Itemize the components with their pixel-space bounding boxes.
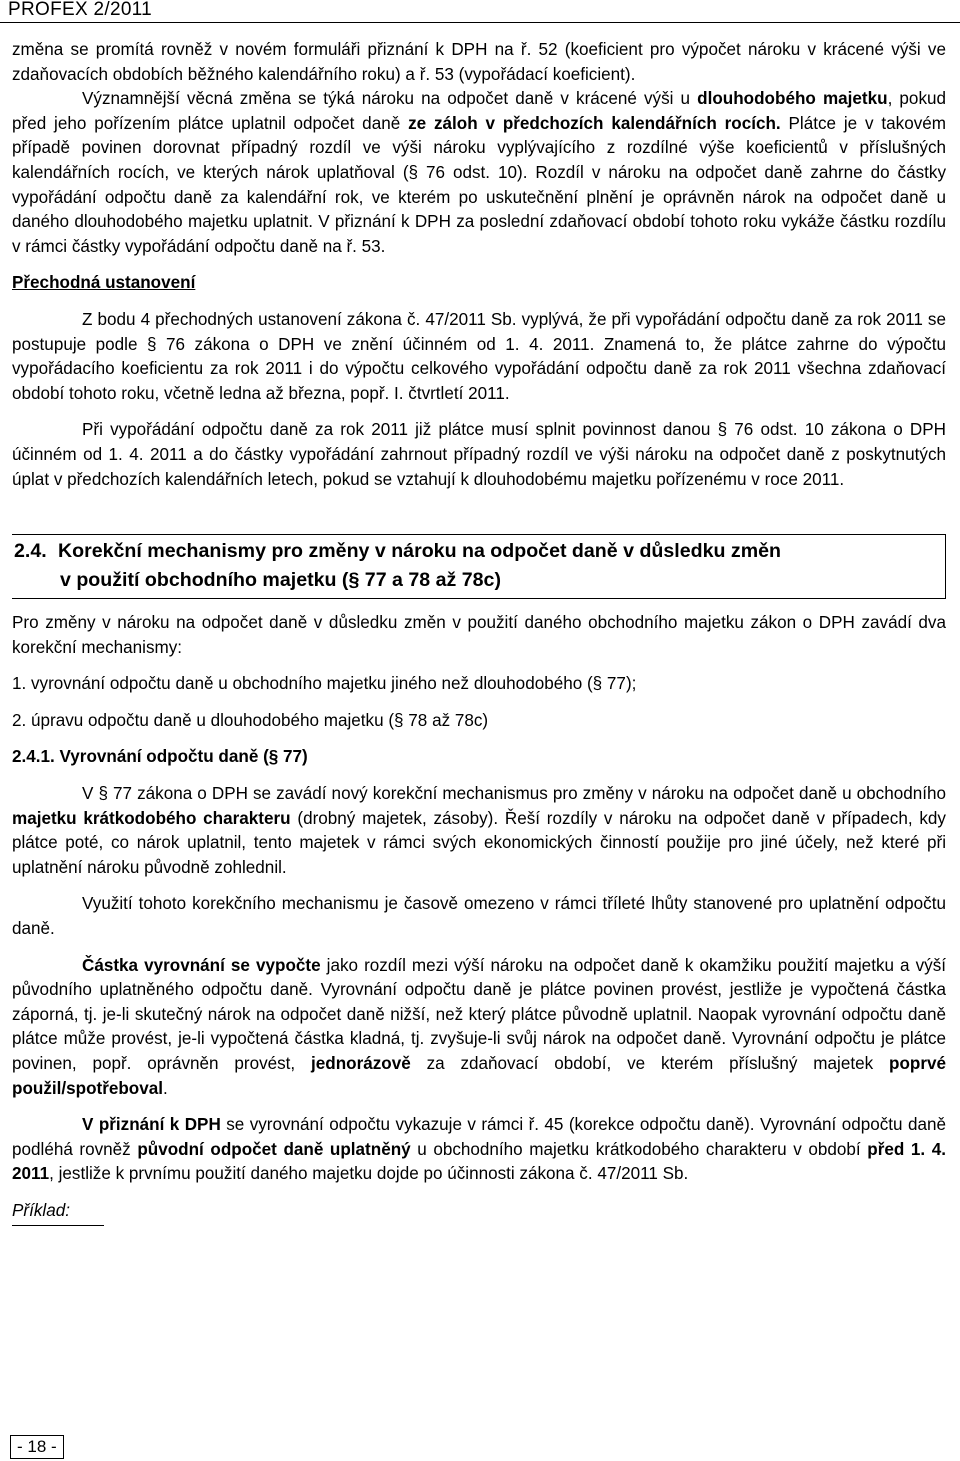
list-item: 1. vyrovnání odpočtu daně u obchodního majetku jiného než dlouhodobého (§ 77); <box>12 674 637 694</box>
example-label: Příklad: <box>12 1199 104 1226</box>
page-header <box>0 0 960 23</box>
paragraph-correction-intro: Pro změny v nároku na odpočet daně v důsledku změn v použití daného obchodního majetku zákon o DPH zavádí dva korekční mechanismy: <box>12 613 946 657</box>
page-number: - 18 - <box>10 1435 64 1459</box>
section-title-line2: v použití obchodního majetku (§ 77 a 78 až 78c) <box>60 569 501 592</box>
bold-term: před 1. 4. 2011 <box>12 1139 946 1184</box>
article-body <box>12 38 946 1226</box>
section-number: 2.4. <box>14 540 47 563</box>
paragraph-coefficient-forms: změna se promítá rovněž v novém formuláři přiznání k DPH na ř. 52 (koeficient pro výpočet nároku v krácené výši ve zdaňovacích obdobích běžného kalendářního roku) a ř. 53 (vypořádací koeficient). <box>12 40 946 84</box>
bold-term: jednorázově <box>311 1054 411 1073</box>
section-title-line1: Korekční mechanismy pro změny v nároku na odpočet daně v důsledku změn <box>58 540 781 563</box>
bold-term: poprvé použil/spotřeboval <box>12 1054 946 1098</box>
paragraph-adjustment-amount: Částka vyrovnání se vypočte jako rozdíl mezi výší nároku na odpočet daně k okamžiku použití majetku a výší původního uplatněného odpočtu daně. Vyrovnání odpočtu daně je plátce povinen provést, jestliže je vypočtená částka záporná, tj. je-li skutečný nárok na odpočet daně nižší, než který plátce původně uplatnil. Naopak vyrovnání odpočtu daně plátce může provést, je-li vypočtená částka kladná, tj. zvyšuje-li svůj nárok na odpočet daně. Vyrovnání odpočtu je plátce povinen, popř. oprávněn provést, jednorázově za zdaňovací období, ve kterém příslušný majetek poprvé použil/spotřeboval. <box>12 955 947 1098</box>
bold-term: ze záloh v předchozích kalendářních rocích. <box>408 113 781 133</box>
paragraph-transitional-1: Z bodu 4 přechodných ustanovení zákona č. 47/2011 Sb. vyplývá, že při vypořádání odpočtu daně za rok 2011 se postupuje podle § 76 zákona o DPH ve znění účinném od 1. 4. 2011. Znamená to, že plátce zahrne do výpočtu vypořádacího koeficientu za rok 2011 i do výpočtu celkového vypořádání odpočtu daně za rok 2011 všechna zdaňovací období tohoto roku, včetně ledna až března, popř. I. čtvrtletí 2011. <box>12 309 946 403</box>
bold-term: dlouhodobého majetku <box>697 89 888 109</box>
subsection-heading-2-4-1: 2.4.1. Vyrovnání odpočtu daně (§ 77) <box>12 747 308 767</box>
bold-term: původní odpočet daně uplatněný <box>137 1139 411 1159</box>
bold-term: majetku krátkodobého charakteru <box>12 808 291 828</box>
bold-term: V přiznání k DPH <box>82 1115 221 1135</box>
paragraph-time-limit: Využití tohoto korekčního mechanismu je časově omezeno v rámci tříleté lhůty stanovené pro uplatnění odpočtu daně. <box>12 894 946 939</box>
paragraph-section-77: V § 77 zákona o DPH se zavádí nový korekční mechanismus pro změny v nároku na odpočet daně u obchodního majetku krátkodobého charakteru (drobný majetek, zásoby). Řeší rozdíly v nároku na odpočet daně v případech, kdy plátce poté, co nárok uplatnil, tento majetek v rámci svých ekonomických činností použije pro jiné účely, než které při uplatnění nároku původně zohlednil. <box>12 784 946 877</box>
paragraph-long-term-assets: Významnější věcná změna se týká nároku na odpočet daně v krácené výši u dlouhodobého majetku, pokud před jeho pořízením plátce uplatnil odpočet daně ze záloh v předchozích kalendářních rocích. Plátce je v takovém případě povinen dorovnat případný rozdíl ve výši nároku vyplývajícího z rozdílné výše koeficientů v příslušných kalendářních rocích, ve kterých nárok uplatňoval (§ 76 odst. 10). Rozdíl v nároku na odpočet daně zahrne do částky vypořádání odpočtu daně za kalendářní rok, ve kterém po uskutečnění plnění je oprávněn nárok na odpočet daně u daného dlouhodobého majetku uplatnit. V přiznání k DPH za poslední zdaňovací období tohoto roku vykáže částku rozdílu v rámci částky vypořádání odpočtu daně na ř. 53. <box>12 89 947 256</box>
list-item: 2. úpravu odpočtu daně u dlouhodobého majetku (§ 78 až 78c) <box>12 710 489 730</box>
section-heading-2-4 <box>12 534 946 599</box>
paragraph-vat-return: V přiznání k DPH se vyrovnání odpočtu vykazuje v rámci ř. 45 (korekce odpočtu daně). Vyrovnání odpočtu daně podléhá rovněž původní odpočet daně uplatněný u obchodního majetku krátkodobého charakteru v období před 1. 4. 2011, jestliže k prvnímu použití daného majetku dojde po účinnosti zákona č. 47/2011 Sb. <box>12 1115 946 1184</box>
paragraph-transitional-2: Při vypořádání odpočtu daně za rok 2011 již plátce musí splnit povinnost danou § 76 odst. 10 zákona o DPH účinném od 1. 4. 2011 a do částky vypořádání zahrnout případný rozdíl ve výši nároku na odpočet daně z poskytnutých úplat v předchozích kalendářních letech, pokud se vztahují k dlouhodobému majetku pořízenému v roce 2011. <box>12 420 946 489</box>
heading-transitional-provisions: Přechodná ustanovení <box>12 273 196 293</box>
bold-term: Částka vyrovnání se vypočte <box>82 955 321 975</box>
journal-title: PROFEX 2/2011 <box>8 0 153 20</box>
